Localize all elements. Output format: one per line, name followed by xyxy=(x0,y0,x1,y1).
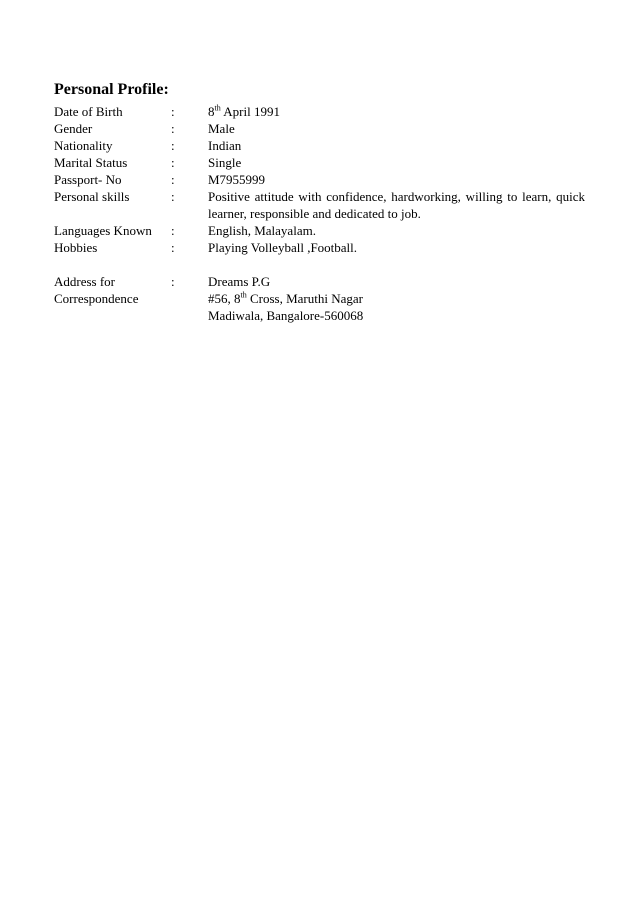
languages-label: Languages Known xyxy=(54,223,152,238)
address-line-2-prefix: #56, 8 xyxy=(208,291,241,306)
hobbies-label: Hobbies xyxy=(54,240,98,255)
personal-skills-value xyxy=(208,188,585,222)
address-line-1: Dreams P.G xyxy=(208,274,271,289)
marital-status-label: Marital Status xyxy=(54,155,128,170)
separator: : xyxy=(171,121,175,136)
nationality-label: Nationality xyxy=(54,138,113,153)
dob-rest: April 1991 xyxy=(220,104,280,119)
address-line-2-suffix: Cross, Maruthi Nagar xyxy=(246,291,363,306)
separator: : xyxy=(171,223,175,238)
personal-skills-line-2: learner, responsible and dedicated to job. xyxy=(208,206,421,221)
passport-value: M7955999 xyxy=(208,172,266,187)
section-heading: Personal Profile: xyxy=(54,81,169,98)
separator: : xyxy=(171,138,175,153)
marital-status-value: Single xyxy=(208,155,242,170)
separator: : xyxy=(171,240,175,255)
personal-skills-line-1: Positive attitude with confidence, hardworking, willing to learn, quick xyxy=(208,189,585,204)
gender-label: Gender xyxy=(54,121,93,136)
dob-day-suffix: th xyxy=(214,103,221,113)
address-value xyxy=(208,273,585,324)
separator: : xyxy=(171,274,175,289)
dob-label: Date of Birth xyxy=(54,104,123,119)
separator: : xyxy=(171,104,175,119)
address-label-line-1: Address for xyxy=(54,274,116,289)
hobbies-value: Playing Volleyball ,Football. xyxy=(208,240,358,255)
dob-day: 8 xyxy=(208,104,215,119)
languages-value: English, Malayalam. xyxy=(208,223,316,238)
address-label xyxy=(54,273,138,307)
separator: : xyxy=(171,172,175,187)
address-line-2-sup: th xyxy=(240,290,247,300)
address-line-3: Madiwala, Bangalore-560068 xyxy=(208,308,364,323)
separator: : xyxy=(171,189,175,204)
personal-skills-label: Personal skills xyxy=(54,189,130,204)
gender-value: Male xyxy=(208,121,235,136)
separator: : xyxy=(171,155,175,170)
nationality-value: Indian xyxy=(208,138,242,153)
address-label-line-2: Correspondence xyxy=(54,291,139,306)
dob-value xyxy=(208,103,585,120)
passport-label: Passport- No xyxy=(54,172,122,187)
address-line-2 xyxy=(208,290,585,307)
